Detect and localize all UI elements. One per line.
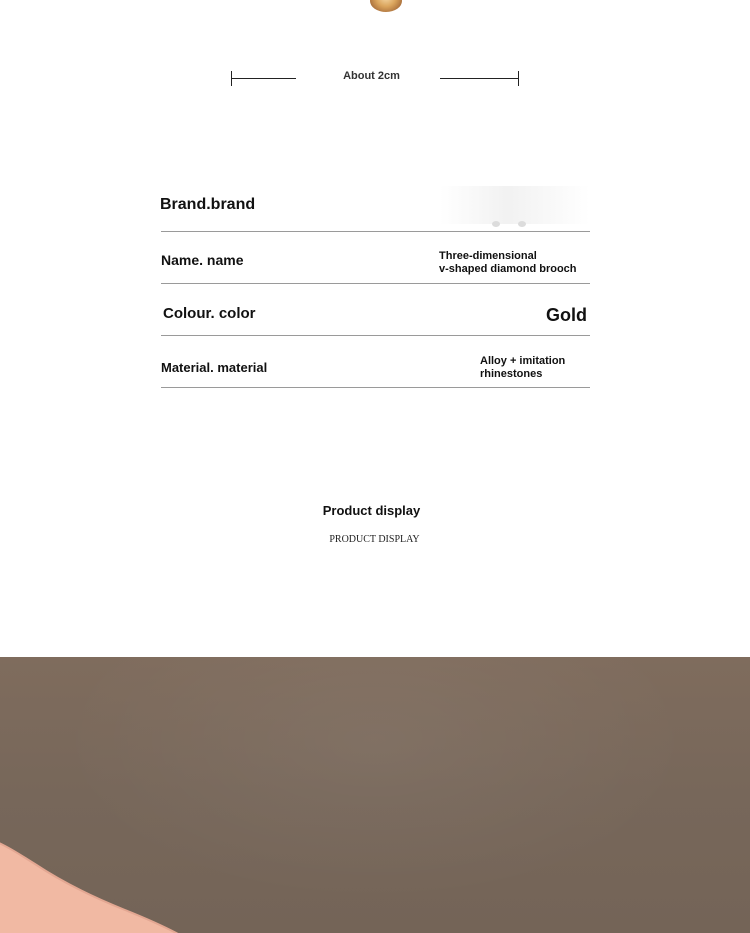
spec-row-name bbox=[161, 232, 590, 284]
brooch-thumbnail-image bbox=[370, 0, 402, 12]
product-photo bbox=[0, 657, 750, 933]
spec-label-brand: Brand.brand bbox=[160, 196, 256, 213]
spec-row-color bbox=[161, 284, 590, 336]
spec-value-material-line: Alloy + imitation bbox=[480, 355, 566, 367]
size-label: About 2cm bbox=[343, 70, 400, 82]
spec-label-color: Colour. color bbox=[163, 305, 256, 322]
spec-value-material-line: rhinestones bbox=[480, 368, 543, 380]
spec-label-material: Material. material bbox=[161, 360, 268, 375]
size-tick-right bbox=[518, 71, 519, 86]
spec-value-material bbox=[480, 355, 565, 381]
brand-logo-dot bbox=[492, 221, 500, 227]
spec-value-name-line: v-shaped diamond brooch bbox=[439, 263, 577, 275]
size-indicator bbox=[0, 70, 750, 90]
product-display-title: Product display bbox=[322, 503, 421, 518]
hand-skin-image bbox=[0, 832, 280, 933]
spec-value-name-line: Three-dimensional bbox=[439, 250, 537, 262]
size-line-right bbox=[440, 78, 519, 79]
size-line-left bbox=[231, 78, 296, 79]
spec-value-color: Gold bbox=[546, 305, 587, 325]
spec-value-name bbox=[439, 250, 577, 276]
spec-table bbox=[161, 180, 590, 388]
spec-row-material bbox=[161, 336, 590, 388]
spec-label-name: Name. name bbox=[161, 252, 244, 268]
product-display-subtitle: PRODUCT DISPLAY bbox=[329, 534, 420, 545]
brand-logo-faded bbox=[440, 186, 590, 224]
brand-logo-dot bbox=[518, 221, 526, 227]
spec-row-brand bbox=[161, 180, 590, 232]
